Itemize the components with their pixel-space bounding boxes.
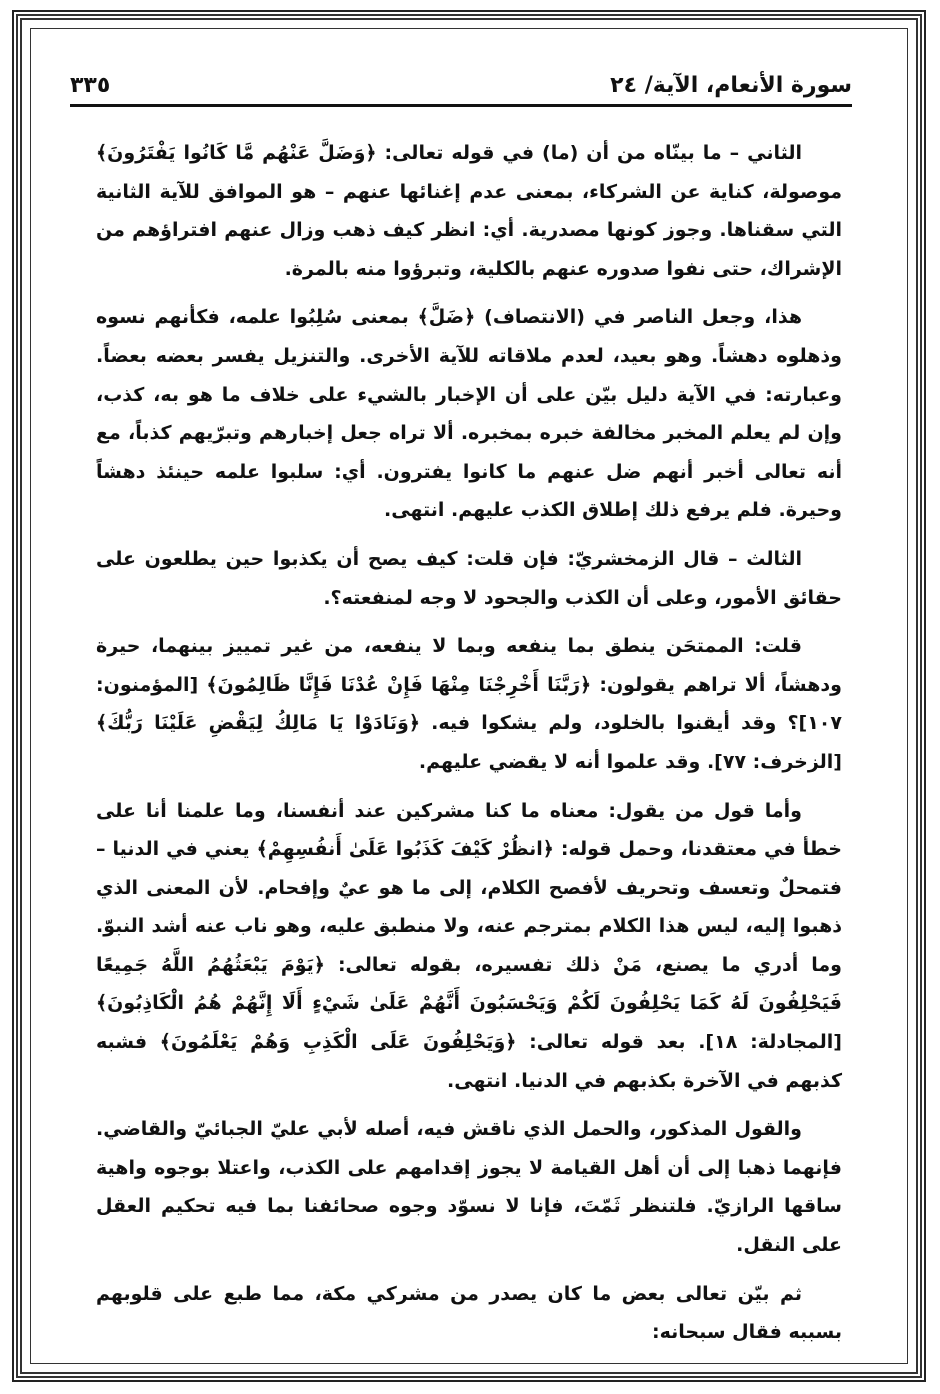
- paragraph-answer: قلت: الممتحَن ينطق بما ينفعه وبما لا ينفعه، من غير تمييز بينهما، حيرة ودهشاً، ألا تراهم يقولون: ﴿رَبَّنَا أَخْرِجْنَا مِنْهَا فَإِنْ عُدْنَا فَإِنَّا ظَالِمُونَ﴾ [المؤمنون: ١٠٧]؟ وقد أيقنوا بالخلود، ولم يشكوا فيه. ﴿وَنَادَوْا يَا مَالِكُ لِيَقْضِ عَلَيْنَا رَبُّكَ﴾ [الزخرف: ٧٧]. وقد علموا أنه لا يقضي عليهم.: [96, 635, 842, 773]
- paragraph-third: الثالث – قال الزمخشريّ: فإن قلت: كيف يصح أن يكذبوا حين يطلعون على حقائق الأمور، وعلى أن الكذب والجحود لا وجه لمنفعته؟.: [96, 547, 842, 609]
- paragraph-transition: ثم بيّن تعالى بعض ما كان يصدر من مشركي مكة، مما طبع على قلوبهم بسببه فقال سبحانه:: [96, 1282, 842, 1344]
- header-divider: [70, 104, 852, 107]
- page-body: [96, 134, 842, 1352]
- paragraph-nasir: هذا، وجعل الناصر في (الانتصاف) ﴿ضَلَّ﴾ بمعنى سُلِبُوا علمه، فكأنهم نسوه وذهلوه دهشاً. وهو بعيد، لعدم ملاقاته للآية الأخرى. والتنزيل يفسر بعضه بعضاً. وعبارته: في الآية دليل بيّن على أن الإخبار بالشيء على خلاف ما هو به، كذب، وإن لم يعلم المخبر مخالفة خبره بمخبره. ألا تراه جعل إخبارهم وتبرّيهم كذباً، مع أنه تعالى أخبر أنهم ضل عنهم ما كانوا يفترون. أي: سلبوا علمه حينئذ دهشاً وحيرة. فلم يرفع ذلك إطلاق الكذب عليهم. انتهى.: [96, 306, 842, 522]
- paragraph-second: الثاني – ما بينّاه من أن (ما) في قوله تعالى: ﴿وَضَلَّ عَنْهُم مَّا كَانُوا يَفْتَرُونَ﴾ موصولة، كناية عن الشركاء، بمعنى عدم إغنائها عنهم – هو الموافق للآية الثانية التي سقناها. وجوز كونها مصدرية. أي: انظر كيف ذهب وزال عنهم افتراؤهم من الإشراك، حتى نفوا صدوره عنهم بالكلية، وتبرؤوا منه بالمرة.: [96, 142, 842, 280]
- paragraph-origin: والقول المذكور، والحمل الذي ناقش فيه، أصله لأبي عليّ الجبائيّ والقاضي. فإنهما ذهبا إلى أن أهل القيامة لا يجوز إقدامهم على الكذب، واعتلا بوجوه واهية ساقها الرازيّ. فلتنظر ثَمّتَ، فإنا لا نسوّد وجوه صحائفنا بما فيه تحكيم العقل على النقل.: [96, 1118, 842, 1257]
- page-number: ٣٣٥: [70, 73, 111, 98]
- paragraph-rebuttal: وأما قول من يقول: معناه ما كنا مشركين عند أنفسنا، وما علمنا أنا على خطأ في معتقدنا، وحمل قوله: ﴿انظُرْ كَيْفَ كَذَبُوا عَلَىٰ أَنفُسِهِمْ﴾ يعني في الدنيا – فتمحلٌ وتعسف وتحريف لأفصح الكلام، إلى ما هو عيٌ وإفحام. لأن المعنى الذي ذهبوا إليه، ليس هذا الكلام بمترجم عنه، ولا منطبق عليه، وهو ناب عنه أشد النبوّ. وما أدري ما يصنع، مَنْ ذلك تفسيره، بقوله تعالى: ﴿يَوْمَ يَبْعَثُهُمُ اللَّهُ جَمِيعًا فَيَحْلِفُونَ لَهُ كَمَا يَحْلِفُونَ لَكُمْ وَيَحْسَبُونَ أَنَّهُمْ عَلَىٰ شَيْءٍ أَلَا إِنَّهُمْ هُمُ الْكَاذِبُونَ﴾ [المجادلة: ١٨]. بعد قوله تعالى: ﴿وَيَحْلِفُونَ عَلَى الْكَذِبِ وَهُمْ يَعْلَمُونَ﴾ فشبه كذبهم في الآخرة بكذبهم في الدنيا. انتهى.: [96, 799, 842, 1092]
- surah-ayah-title: سورة الأنعام، الآية/ ٢٤: [610, 73, 852, 98]
- running-header: [70, 64, 852, 98]
